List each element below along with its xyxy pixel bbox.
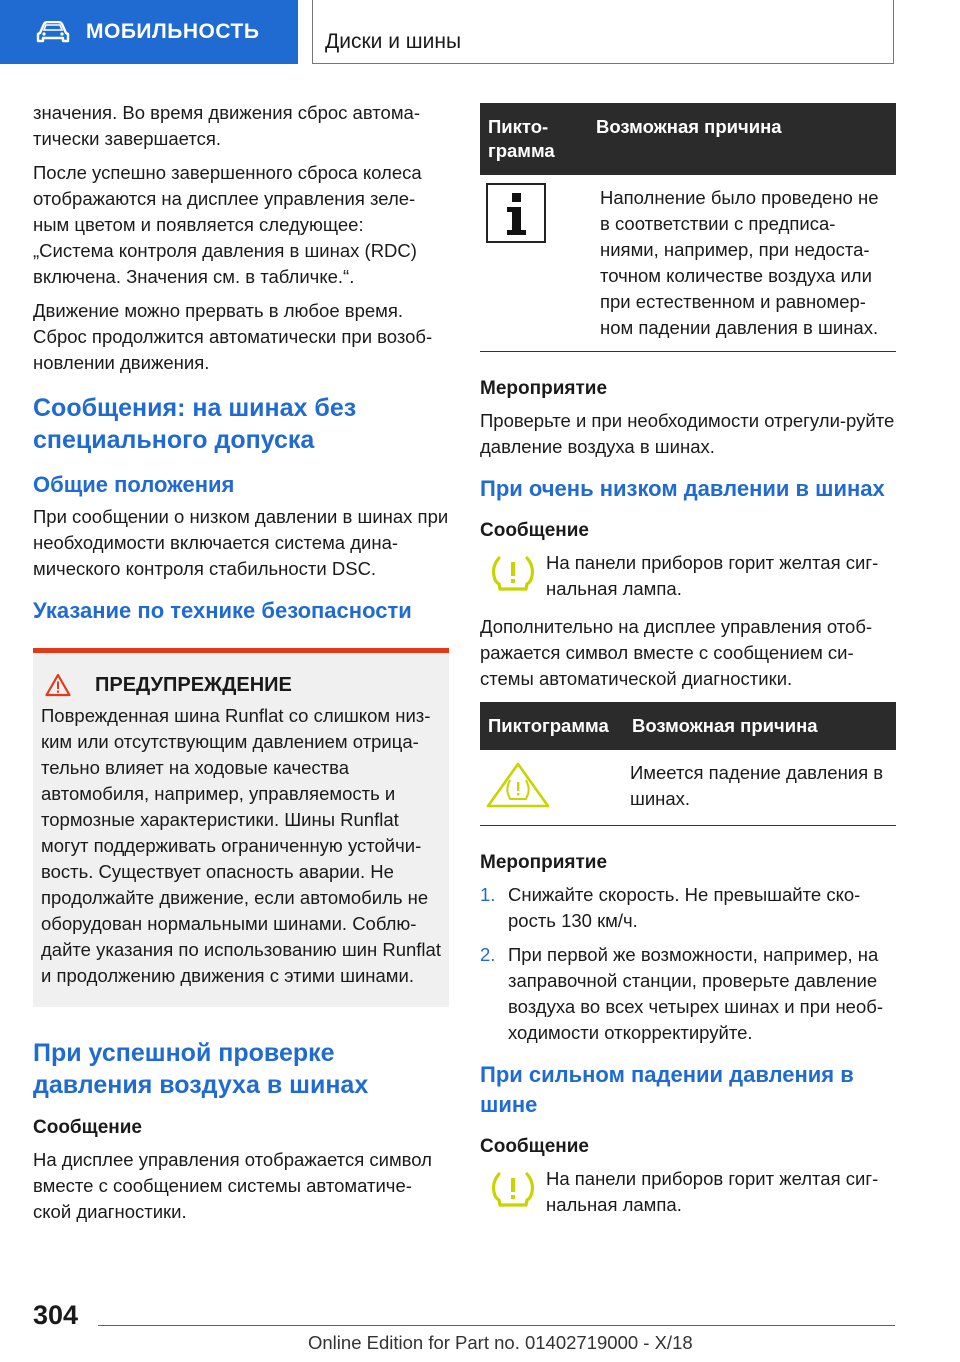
section-tab[interactable] — [0, 0, 298, 64]
message-text: На панели приборов горит желтая сиг-нальная лампа. — [546, 1168, 879, 1215]
warning-box — [33, 648, 449, 1007]
right-column — [480, 103, 896, 1230]
paragraph: При сообщении о низком давлении в шинах при необходимости включается система дина-мического контроля стабильности DSC. — [33, 506, 449, 579]
message-text: На панели приборов горит желтая сиг-нальная лампа. — [546, 552, 879, 599]
subsection-heading: Указание по технике безопасности — [33, 598, 412, 623]
footer-divider — [98, 1325, 895, 1326]
paragraph: Проверьте и при необходимости отрегули-руйте давление воздуха в шинах. — [480, 410, 895, 457]
section-heading: Сообщения: на шинах без специального допуска — [33, 394, 357, 454]
warning-text: Поврежденная шина Runflat со слишком низ-ким или отсутствующим давлением отрица-тельно влияет на ходовые качества автомобиля, например, управляемость и тормозные характеристики. Шины Runflat могут поддерживать ограниченную устойчи-вость. Существует опасность аварии. Не продолжайте движение, если автомобиль не оборудован нормальными шинами. Соблю-дайте указания по использованию шин Runflat и продолжению движения с этими шинами. — [41, 705, 441, 986]
tire-pressure-lamp-icon — [490, 554, 536, 594]
table-pictogram-1 — [480, 103, 896, 352]
steps-list — [480, 882, 896, 1046]
table-pictogram-2 — [480, 702, 896, 826]
paragraph: значения. Во время движения сброс автома-тически завершается. — [33, 102, 420, 149]
table-row — [480, 750, 896, 825]
label-heading: Сообщение — [33, 1117, 142, 1138]
page-number: 304 — [33, 1300, 79, 1330]
table-header-pictogram: Пиктограмма — [480, 702, 624, 750]
info-icon — [486, 183, 546, 243]
message-row — [480, 1166, 896, 1218]
paragraph: Дополнительно на дисплее управления отоб-ражается символ вместе с сообщением си-стемы автоматической диагностики. — [480, 616, 873, 689]
chapter-title: Диски и шины — [312, 0, 894, 64]
section-label: МОБИЛЬНОСТЬ — [86, 20, 260, 43]
paragraph: Движение можно прервать в любое время. Сброс продолжится автоматически при возоб-новлении движения. — [33, 300, 433, 373]
table-header-cause: Возможная причина — [588, 103, 896, 175]
warning-triangle-icon — [45, 673, 71, 697]
label-heading: Мероприятие — [480, 852, 608, 873]
left-column — [33, 100, 449, 1233]
warning-title: ПРЕДУПРЕЖДЕНИЕ — [95, 673, 292, 696]
section-heading: При успешной проверке давления воздуха в шинах — [33, 1039, 369, 1099]
footer-edition: Online Edition for Part no. 01402719000 - X/18 — [308, 1332, 693, 1353]
tire-pressure-lamp-icon — [490, 1170, 536, 1210]
label-heading: Сообщение — [480, 1136, 589, 1157]
table-header-cause: Возможная причина — [624, 702, 896, 750]
table-cell-cause: Наполнение было проведено не в соответствии с предписа-ниями, например, при недоста-точном количестве воздуха или при естественном и равномер-ном падении давления в шинах. — [600, 187, 879, 338]
paragraph: На дисплее управления отображается символ вместе с сообщением системы автоматиче-ской диагностики. — [33, 1149, 432, 1222]
list-item: 1. Снижайте скорость. Не превышайте ско-рость 130 км/ч. — [480, 884, 861, 931]
tire-pressure-triangle-icon — [486, 762, 550, 808]
section-heading: При сильном падении давления в шине — [480, 1062, 854, 1117]
message-row — [480, 550, 896, 602]
subsection-heading: Общие положения — [33, 472, 235, 497]
section-heading: При очень низком давлении в шинах — [480, 476, 885, 501]
car-icon — [36, 21, 70, 43]
paragraph: После успешно завершенного сброса колеса отображаются на дисплее управления зеле-ным цветом и появляется следующее: „Система контроля давления в шинах (RDC) включена. Значения см. в табличке.“. — [33, 162, 422, 287]
list-item: 2. При первой же возможности, например, на заправочной станции, проверьте давление воздуха во всех четырех шинах и при необ-ходимости откорректируйте. — [480, 944, 884, 1043]
warning-header — [41, 673, 441, 697]
table-row — [480, 175, 896, 351]
table-cell-cause: Имеется падение давления в шинах. — [630, 762, 884, 809]
label-heading: Сообщение — [480, 520, 589, 541]
label-heading: Мероприятие — [480, 378, 608, 399]
table-header-pictogram: Пикто-грамма — [480, 103, 588, 175]
